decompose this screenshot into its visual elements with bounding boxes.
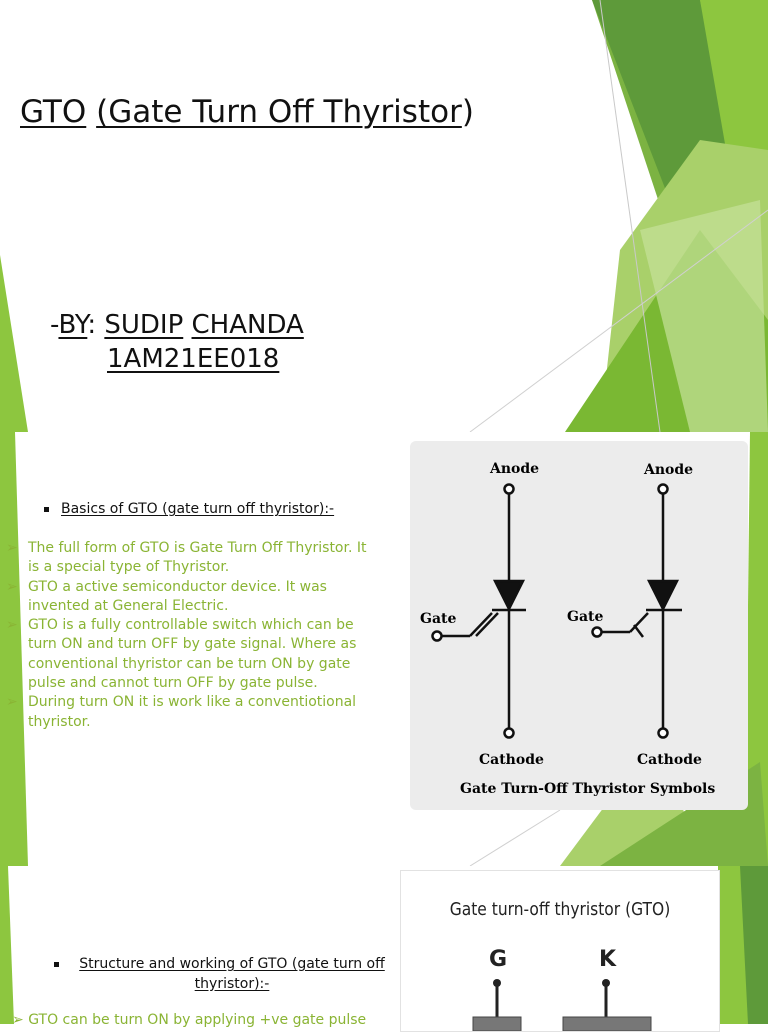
title-slide bbox=[0, 0, 768, 432]
structure-figure-title: Gate turn-off thyristor (GTO) bbox=[449, 899, 671, 920]
page-title bbox=[20, 94, 474, 130]
list-item: ➢ GTO is a fully controllable switch which can be turn ON and turn OFF by gate signal. Where as conventional thyristor can be turn ON by gate pulse and cannot turn OFF by gate pulse. bbox=[6, 617, 357, 692]
arrow-bullet-icon: ➢ bbox=[6, 578, 18, 595]
roll-number: 1AM21EE018 bbox=[107, 344, 280, 374]
list-item: ➢ The full form of GTO is Gate Turn Off Thyristor. It is a special type of Thyristor. bbox=[6, 540, 367, 576]
title-full-name: (Gate Turn Off Thyristor bbox=[96, 94, 462, 130]
arrow-bullet-icon: ➢ bbox=[6, 617, 18, 634]
square-bullet-icon bbox=[54, 962, 59, 967]
left-anode-label: Anode bbox=[490, 461, 540, 477]
by-dash: - bbox=[50, 310, 59, 340]
arrow-bullet-icon: ➢ bbox=[6, 694, 18, 711]
gate-terminal-label: G bbox=[489, 947, 508, 972]
right-gate-label: Gate bbox=[567, 609, 604, 625]
arrow-bullet-icon: ➢ bbox=[12, 1012, 24, 1028]
gto-structure-figure bbox=[400, 870, 720, 1032]
right-gto-symbol bbox=[593, 485, 683, 738]
square-bullet-icon bbox=[44, 507, 49, 512]
gto-structure-diagram bbox=[401, 871, 719, 1031]
by-label: BY bbox=[58, 310, 88, 340]
structure-heading: Structure and working of GTO (gate turn off thyristor):- bbox=[54, 955, 390, 994]
basics-heading: Basics of GTO (gate turn off thyristor):- bbox=[44, 501, 334, 517]
right-cathode-label: Cathode bbox=[637, 752, 702, 768]
list-item: ➢ GTO a active semiconductor device. It was invented at General Electric. bbox=[6, 578, 327, 614]
arrow-bullet-icon: ➢ bbox=[6, 540, 18, 556]
list-item: ➢ During turn ON it is work like a conventiotional thyristor. bbox=[6, 694, 357, 730]
title-close-paren: ) bbox=[461, 94, 474, 130]
author-first-name: SUDIP bbox=[104, 310, 184, 340]
structure-bullet-partial: ➢ GTO can be turn ON by applying +ve gate pulse bbox=[12, 1012, 367, 1028]
left-cathode-label: Cathode bbox=[479, 752, 544, 768]
figure-caption: Gate Turn-Off Thyristor Symbols bbox=[460, 781, 716, 797]
cathode-terminal-label: K bbox=[599, 947, 617, 972]
author-line bbox=[50, 308, 304, 343]
right-anode-label: Anode bbox=[644, 462, 694, 478]
title-gto: GTO bbox=[20, 94, 87, 130]
gto-symbols-figure bbox=[410, 441, 748, 810]
author-last-name: CHANDA bbox=[191, 310, 304, 340]
by-colon: : bbox=[87, 310, 97, 340]
basics-bullet-list bbox=[6, 539, 378, 732]
left-gate-label: Gate bbox=[420, 611, 457, 627]
